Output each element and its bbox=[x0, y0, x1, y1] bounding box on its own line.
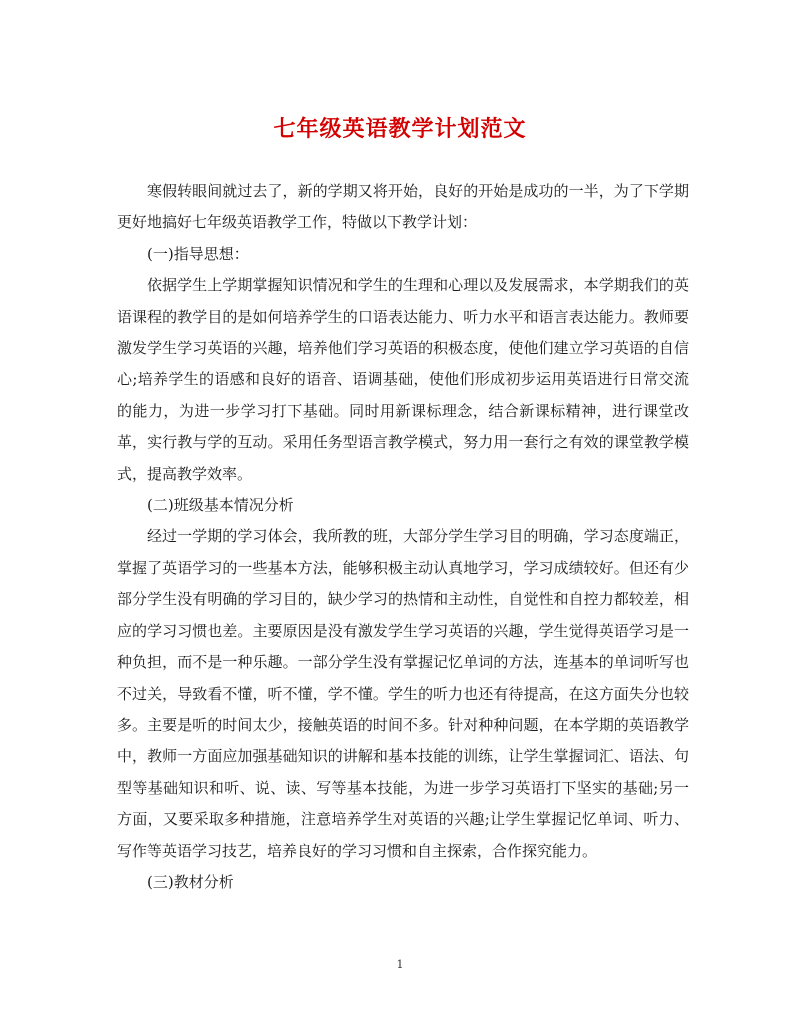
section-body-class-analysis: 经过一学期的学习体会，我所教的班，大部分学生学习目的明确，学习态度端正，掌握了英语学习的一些基本方法，能够积极主动认真地学习，学习成绩较好。但还有少部分学生没有明确的学习目的，缺少学习的热情和主动性，自觉性和自控力都较差，相应的学习习惯也差。主要原因是没有激发学生学习英语的兴趣，学生觉得英语学习是一种负担，而不是一种乐趣。一部分学生没有掌握记忆单词的方法，连基本的单词听写也不过关，导致看不懂，听不懂，学不懂。学生的听力也还有待提高，在这方面失分也较多。主要是听的时间太少，接触英语的时间不多。针对种种问题，在本学期的英语教学中，教师一方面应加强基础知识的讲解和基本技能的训练，让学生掌握词汇、语法、句型等基础知识和听、说、读、写等基本技能，为进一步学习英语打下坚实的基础;另一方面，又要采取多种措施，注意培养学生对英语的兴趣;让学生掌握记忆单词、听力、写作等英语学习技艺，培养良好的学习习惯和自主探索，合作探究能力。 bbox=[117, 527, 689, 860]
page-number: 1 bbox=[396, 958, 404, 971]
document-title: 七年级英语教学计划范文 bbox=[273, 116, 527, 142]
section-heading-textbook-analysis: (三)教材分析 bbox=[147, 872, 234, 891]
intro-paragraph: 寒假转眼间就过去了，新的学期又将开始，良好的开始是成功的一半，为了下学期更好地搞好七年级英语教学工作，特做以下教学计划： bbox=[117, 182, 689, 232]
section-body-guiding-ideology: 依据学生上学期掌握知识情况和学生的生理和心理以及发展需求，本学期我们的英语课程的教学目的是如何培养学生的口语表达能力、听力水平和语言表达能力。教师要激发学生学习英语的兴趣，培养他们学习英语的积极态度，使他们建立学习英语的自信心;培养学生的语感和良好的语音、语调基础，使他们形成初步运用英语进行日常交流的能力，为进一步学习打下基础。同时用新课标理念，结合新课标精神，进行课堂改革，实行教与学的互动。采用任务型语言教学模式，努力用一套行之有效的课堂教学模式，提高教学效率。 bbox=[117, 276, 689, 483]
document-body bbox=[117, 176, 689, 898]
section-heading-class-analysis: (二)班级基本情况分析 bbox=[147, 496, 294, 515]
section-heading-guiding-ideology: (一)指导思想： bbox=[147, 244, 249, 263]
